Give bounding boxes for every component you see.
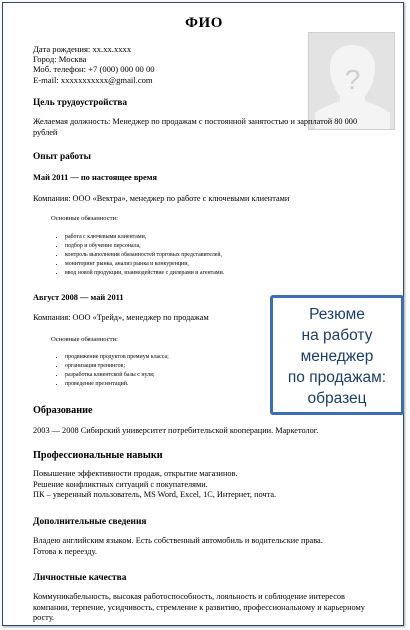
objective-heading: Цель трудоустройства <box>33 98 128 108</box>
experience-heading: Опыт работы <box>33 152 91 162</box>
callout-line: на работу <box>301 327 373 344</box>
resume-page <box>2 2 404 626</box>
skills-list <box>33 469 373 501</box>
callout-line: по продажам: <box>287 369 387 386</box>
list-item: • работа с ключевыми клиентами, <box>65 233 224 242</box>
job-1-duties-list <box>47 233 224 278</box>
job-2-duties-label: Основные обязанности: <box>51 336 118 343</box>
callout-box <box>270 295 404 415</box>
job-2-period: Август 2008 — май 2011 <box>33 293 124 302</box>
list-item: • контроль выполнения обязанностей торговых представителей, <box>65 251 224 260</box>
job-2-company: Компания: ООО «Трейд», менеджер по продажам <box>33 313 209 322</box>
objective-text: Желаемая должность: Менеджер по продажам с постоянной занятостью и зарплатой 80 000 рублей <box>33 117 358 137</box>
email: E-mail: xxxxxxxxxxx@gmail.com <box>33 74 153 85</box>
skill-line: Решение конфликтных ситуаций с покупателями. <box>33 479 208 489</box>
skills-heading: Профессиональные навыки <box>33 450 163 461</box>
svg-text:?: ? <box>344 64 361 95</box>
additional-line: Готова к переезду. <box>33 546 97 556</box>
personal-heading: Личностные качества <box>33 573 127 583</box>
city: Город: Москва <box>33 54 87 65</box>
list-item: • подбор и обучение персонала, <box>65 242 224 251</box>
person-silhouette-question-icon <box>309 33 395 130</box>
mobile-phone: Моб. телефон: +7 (000) 000 00 00 <box>33 64 155 75</box>
job-1-company: Компания: ООО «Вектра», менеджер по работе с ключевыми клиентами <box>33 194 290 203</box>
contact-block <box>33 44 155 85</box>
callout-line: менеджер <box>300 348 374 365</box>
skill-line: Повышение эффективности продаж, открытие магазинов. <box>33 469 238 478</box>
job-1-duties-label: Основные обязанности: <box>51 215 118 222</box>
list-item: • проведение презентаций. <box>65 380 169 389</box>
list-item: • ввод новой продукции, взаимодействие с дилерами и агентами. <box>65 269 224 278</box>
job-1-period: Май 2011 — по настоящее время <box>33 173 157 182</box>
education-heading: Образование <box>33 405 93 416</box>
list-item: • организация тренингов; <box>65 362 169 371</box>
additional-text <box>33 536 373 557</box>
list-item: • продвижение продуктов премиум класса; <box>65 353 169 362</box>
photo-placeholder <box>308 32 395 130</box>
callout-line: образец <box>307 390 367 407</box>
education-text: 2003 — 2008 Сибирский университет потребительской кооперации. Маркетолог. <box>33 426 319 435</box>
personal-text: Коммуникабельность, высокая работоспособность, лояльность и соблюдение интересов компании, терпение, усидчивость, стремление к развитию, профессиональному и карьерному росту. <box>33 592 365 622</box>
skill-line: ПК – уверенный пользователь, MS Word, Excel, 1С, Интернет, почта. <box>33 490 277 499</box>
callout-line: Резюме <box>309 306 365 323</box>
list-item: • разработка клиентской базы с нуля; <box>65 371 169 380</box>
job-2-duties-list <box>47 353 169 389</box>
list-item: • мониторинг рынка, анализ рынка и конкуренции, <box>65 260 224 269</box>
additional-line: Владею английским языком. Есть собственный автомобиль и водительские права. <box>33 536 323 545</box>
additional-heading: Дополнительные сведения <box>33 517 147 527</box>
birth-date: Дата рождения: xx.xx.xxxx <box>33 44 132 54</box>
resume-title: ФИО <box>185 15 223 31</box>
